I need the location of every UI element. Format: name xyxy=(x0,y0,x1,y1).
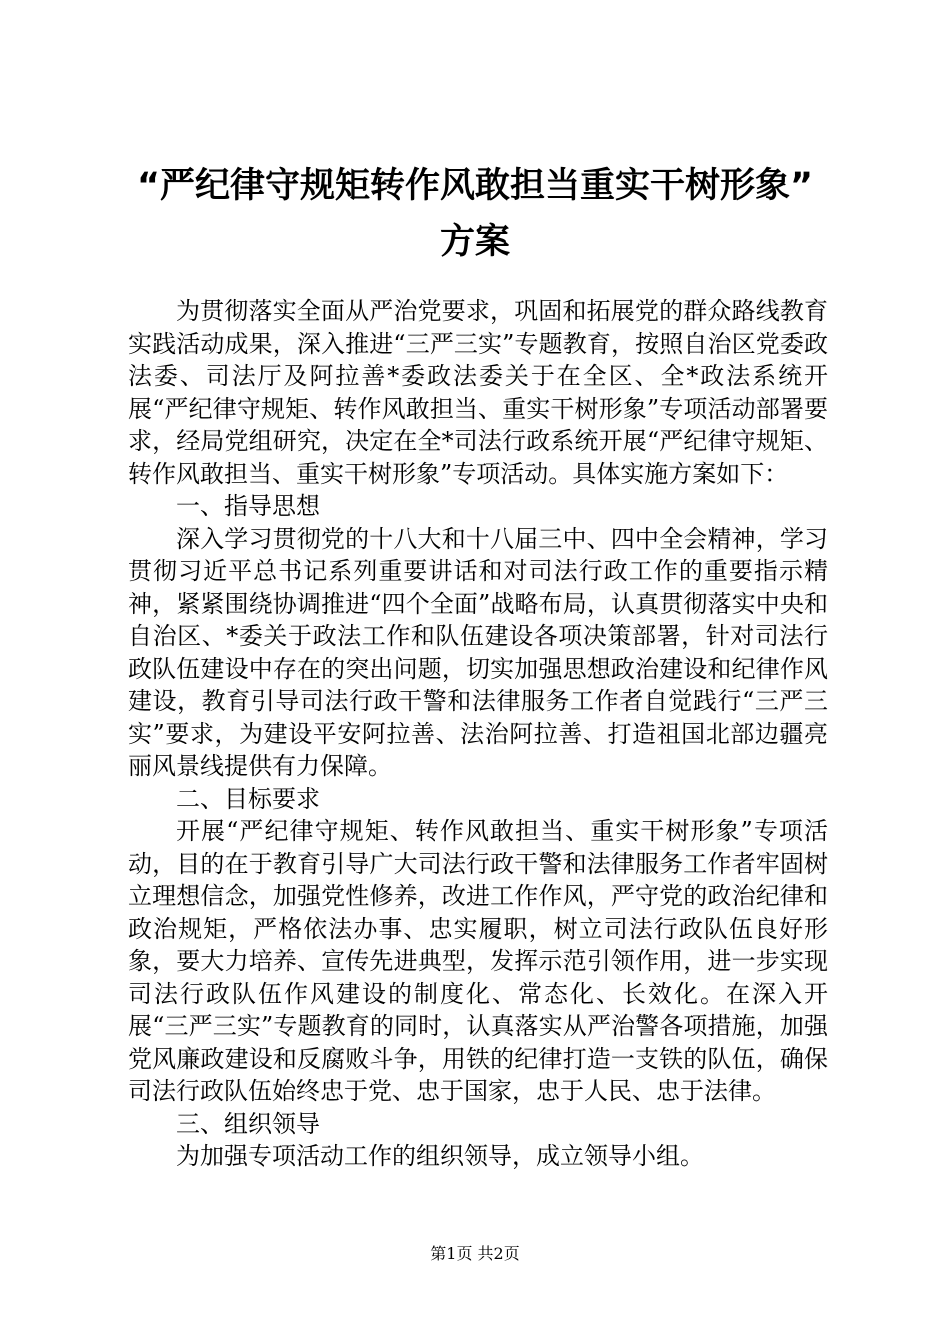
section-heading-organization: 三、组织领导 xyxy=(176,1109,320,1138)
page-number-footer: 第1页 共2页 xyxy=(430,1244,520,1263)
organization-paragraph: 为加强专项活动工作的组织领导，成立领导小组。 xyxy=(176,1142,704,1170)
document-body xyxy=(128,295,828,1173)
goals-paragraph: 开展“严纪律守规矩、转作风敢担当、重实干树形象”专项活动，目的在于教育引导广大司法行政干警和法律服务工作者牢固树立理想信念，加强党性修养，改进工作作风，严守党的政治纪律和政治规矩，严格依法办事、忠实履职，树立司法行政队伍良好形象，要大力培养、宣传先进典型，发挥示范引领作用，进一步实现司法行政队伍作风建设的制度化、常态化、长效化。在深入开展“三严三实”专题教育的同时，认真落实从严治警各项措施，加强党风廉政建设和反腐败斗争，用铁的纪律打造一支铁的队伍，确保司法行政队伍始终忠于党、忠于国家，忠于人民、忠于法律。 xyxy=(128,817,828,1105)
intro-paragraph: 为贯彻落实全面从严治党要求，巩固和拓展党的群众路线教育实践活动成果，深入推进“三严三实”专题教育，按照自治区党委政法委、司法厅及阿拉善*委政法委关于在全区、全*政法系统开展“严纪律守规矩、转作风敢担当、重实干树形象”专项活动部署要求，经局党组研究，决定在全*司法行政系统开展“严纪律守规矩、转作风敢担当、重实干树形象”专项活动。具体实施方案如下： xyxy=(128,297,828,488)
document-title-line-2: 方案 xyxy=(439,222,510,262)
guiding-ideology-paragraph: 深入学习贯彻党的十八大和十八届三中、四中全会精神，学习贯彻习近平总书记系列重要讲话和对司法行政工作的重要指示精神，紧紧围绕协调推进“四个全面”战略布局，认真贯彻落实中央和自治区、*委关于政法工作和队伍建设各项决策部署，针对司法行政队伍建设中存在的突出问题，切实加强思想政治建设和纪律作风建设，教育引导司法行政干警和法律服务工作者自觉践行“三严三实”要求，为建设平安阿拉善、法治阿拉善、打造祖国北部边疆亮丽风景线提供有力保障。 xyxy=(128,524,828,780)
document-title-line-1: “严纪律守规矩转作风敢担当重实干树形象” xyxy=(136,166,813,206)
section-heading-goals: 二、目标要求 xyxy=(176,784,320,813)
section-heading-guiding-ideology: 一、指导思想 xyxy=(176,492,320,520)
